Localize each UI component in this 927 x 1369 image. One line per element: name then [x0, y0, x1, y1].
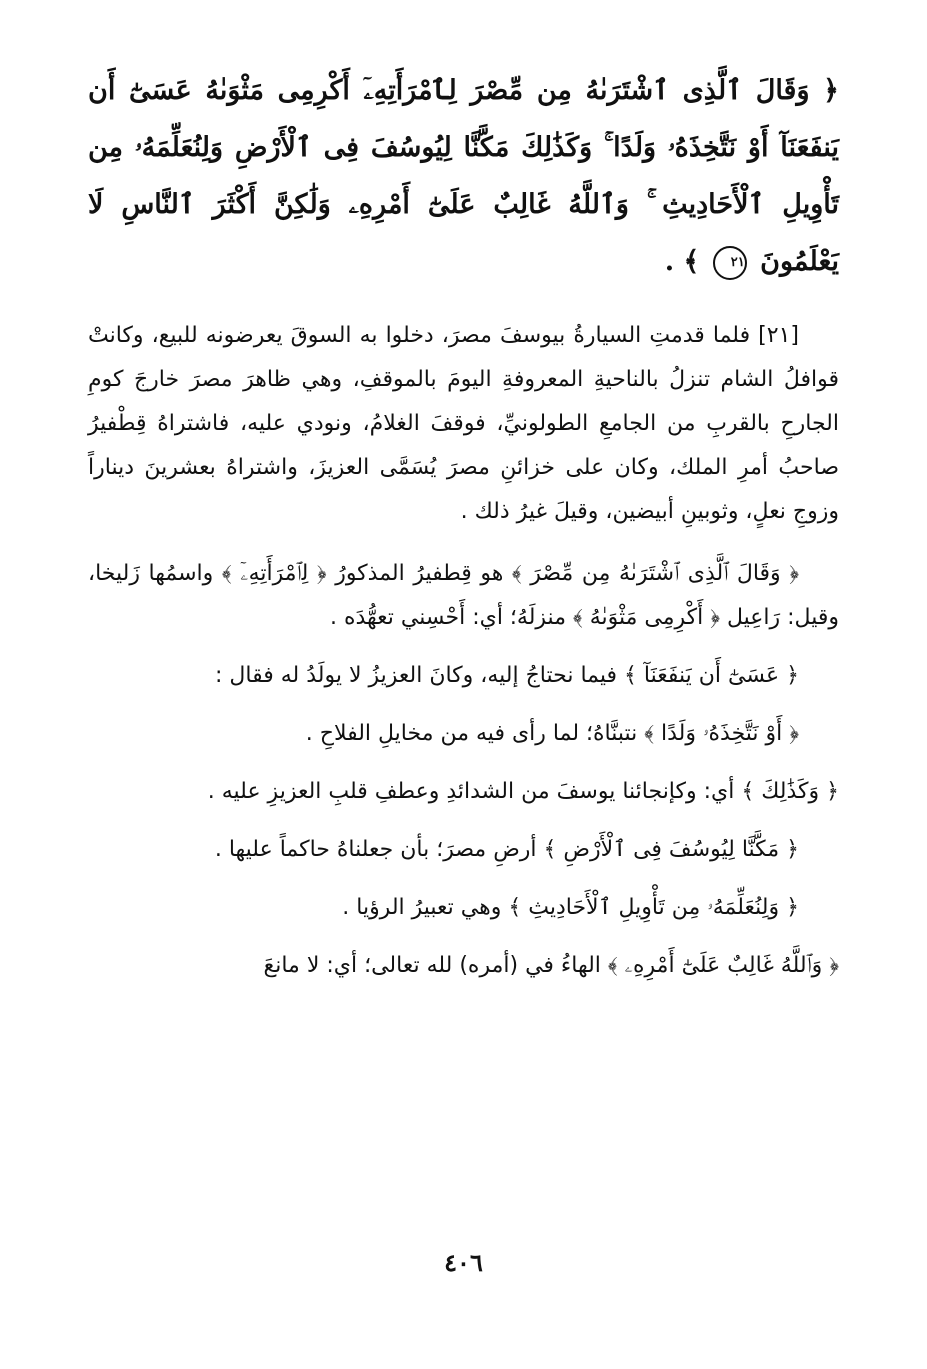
ayah-number-marker: ٢١ [713, 246, 747, 280]
commentary-paragraph: ﴿ أَوْ نَتَّخِذَهُۥ وَلَدًا ﴾ نتبنَّاهُ؛ لما رأى فيه من مخايلِ الفلاحِ . [305, 721, 799, 746]
commentary-section [88, 314, 839, 988]
quran-verse-block [88, 62, 839, 290]
commentary-paragraph: ﴿ وَكَذَٰلِكَ ﴾ أي: وكإنجائنا يوسفَ من الشدائدِ وعطفِ قلبِ العزيزِ عليه . [207, 779, 839, 804]
verse-text: ﴿ وَقَالَ ٱلَّذِى ٱشْتَرَىٰهُ مِن مِّصْرَ لِٱمْرَأَتِهِۦٓ أَكْرِمِى مَثْوَىٰهُ عَسَىٰٓ أَن يَنفَعَنَآ أَوْ نَتَّخِذَهُۥ وَلَدًا ۚ وَكَذَٰلِكَ مَكَّنَّا لِيُوسُفَ فِى ٱلْأَرْضِ وَلِنُعَلِّمَهُۥ مِن تَأْوِيلِ ٱلْأَحَادِيثِ ۚ وَٱللَّهُ غَالِبٌ عَلَىٰٓ أَمْرِهِۦ وَلَٰكِنَّ أَكْثَرَ ٱلنَّاسِ لَا يَعْلَمُونَ [88, 75, 839, 277]
commentary-paragraph: ﴿ وَلِنُعَلِّمَهُۥ مِن تَأْوِيلِ ٱلْأَحَادِيثِ ﴾ وهي تعبيرُ الرؤيا . [342, 895, 799, 920]
commentary-paragraph: ﴿ عَسَىٰٓ أَن يَنفَعَنَآ ﴾ فيما نحتاجُ إليه، وكانَ العزيزُ لا يولَدُ له فقال : [215, 663, 799, 688]
commentary-paragraph-intro: [٢١] فلما قدمتِ السيارةُ بيوسفَ مصرَ، دخلوا به السوقَ يعرضونه للبيع، وكانتْ قوافلُ الشام تنزلُ بالناحيةِ المعروفةِ اليومَ بالموقفِ، وهي ظاهرَ مصرَ خارجَ كومِ الجارحِ بالقربِ من الجامعِ الطولونيِّ، فوقفَ الغلامُ، ونودي عليه، فاشتراهُ قِطْفيرُ صاحبُ أمرِ الملك، وكان على خزائنِ مصرَ يُسَمَّى العزيزَ، واشتراهُ بعشرينَ ديناراً وزوجِ نعلٍ، وثوبينِ أبيضين، وقيلَ غيرُ ذلك . [88, 323, 839, 524]
commentary-paragraph: ﴿ مَكَّنَّا لِيُوسُفَ فِى ٱلْأَرْضِ ﴾ أرضِ مصرَ؛ بأن جعلناهُ حاكماً عليها . [214, 837, 799, 862]
commentary-paragraph: ﴿ وَقَالَ ٱلَّذِى ٱشْتَرَىٰهُ مِن مِّصْرَ ﴾ هو قِطفيرُ المذكورُ ﴿ لِٱمْرَأَتِهِۦٓ ﴾ واسمُها زَليخا، وقيل: رَاعِيل ﴿ أَكْرِمِى مَثْوَىٰهُ ﴾ منزلَهُ؛ أي: أَحْسِني تعهُّدَه . [88, 561, 839, 630]
verse-closing-bracket: ﴾ . [664, 246, 700, 277]
commentary-paragraph: ﴿ وَٱللَّهُ غَالِبٌ عَلَىٰٓ أَمْرِهِۦ ﴾ الهاءُ في (أمره) لله تعالى؛ أي: لا مانعَ [263, 953, 839, 978]
page-number: ٤٠٦ [444, 1248, 483, 1277]
